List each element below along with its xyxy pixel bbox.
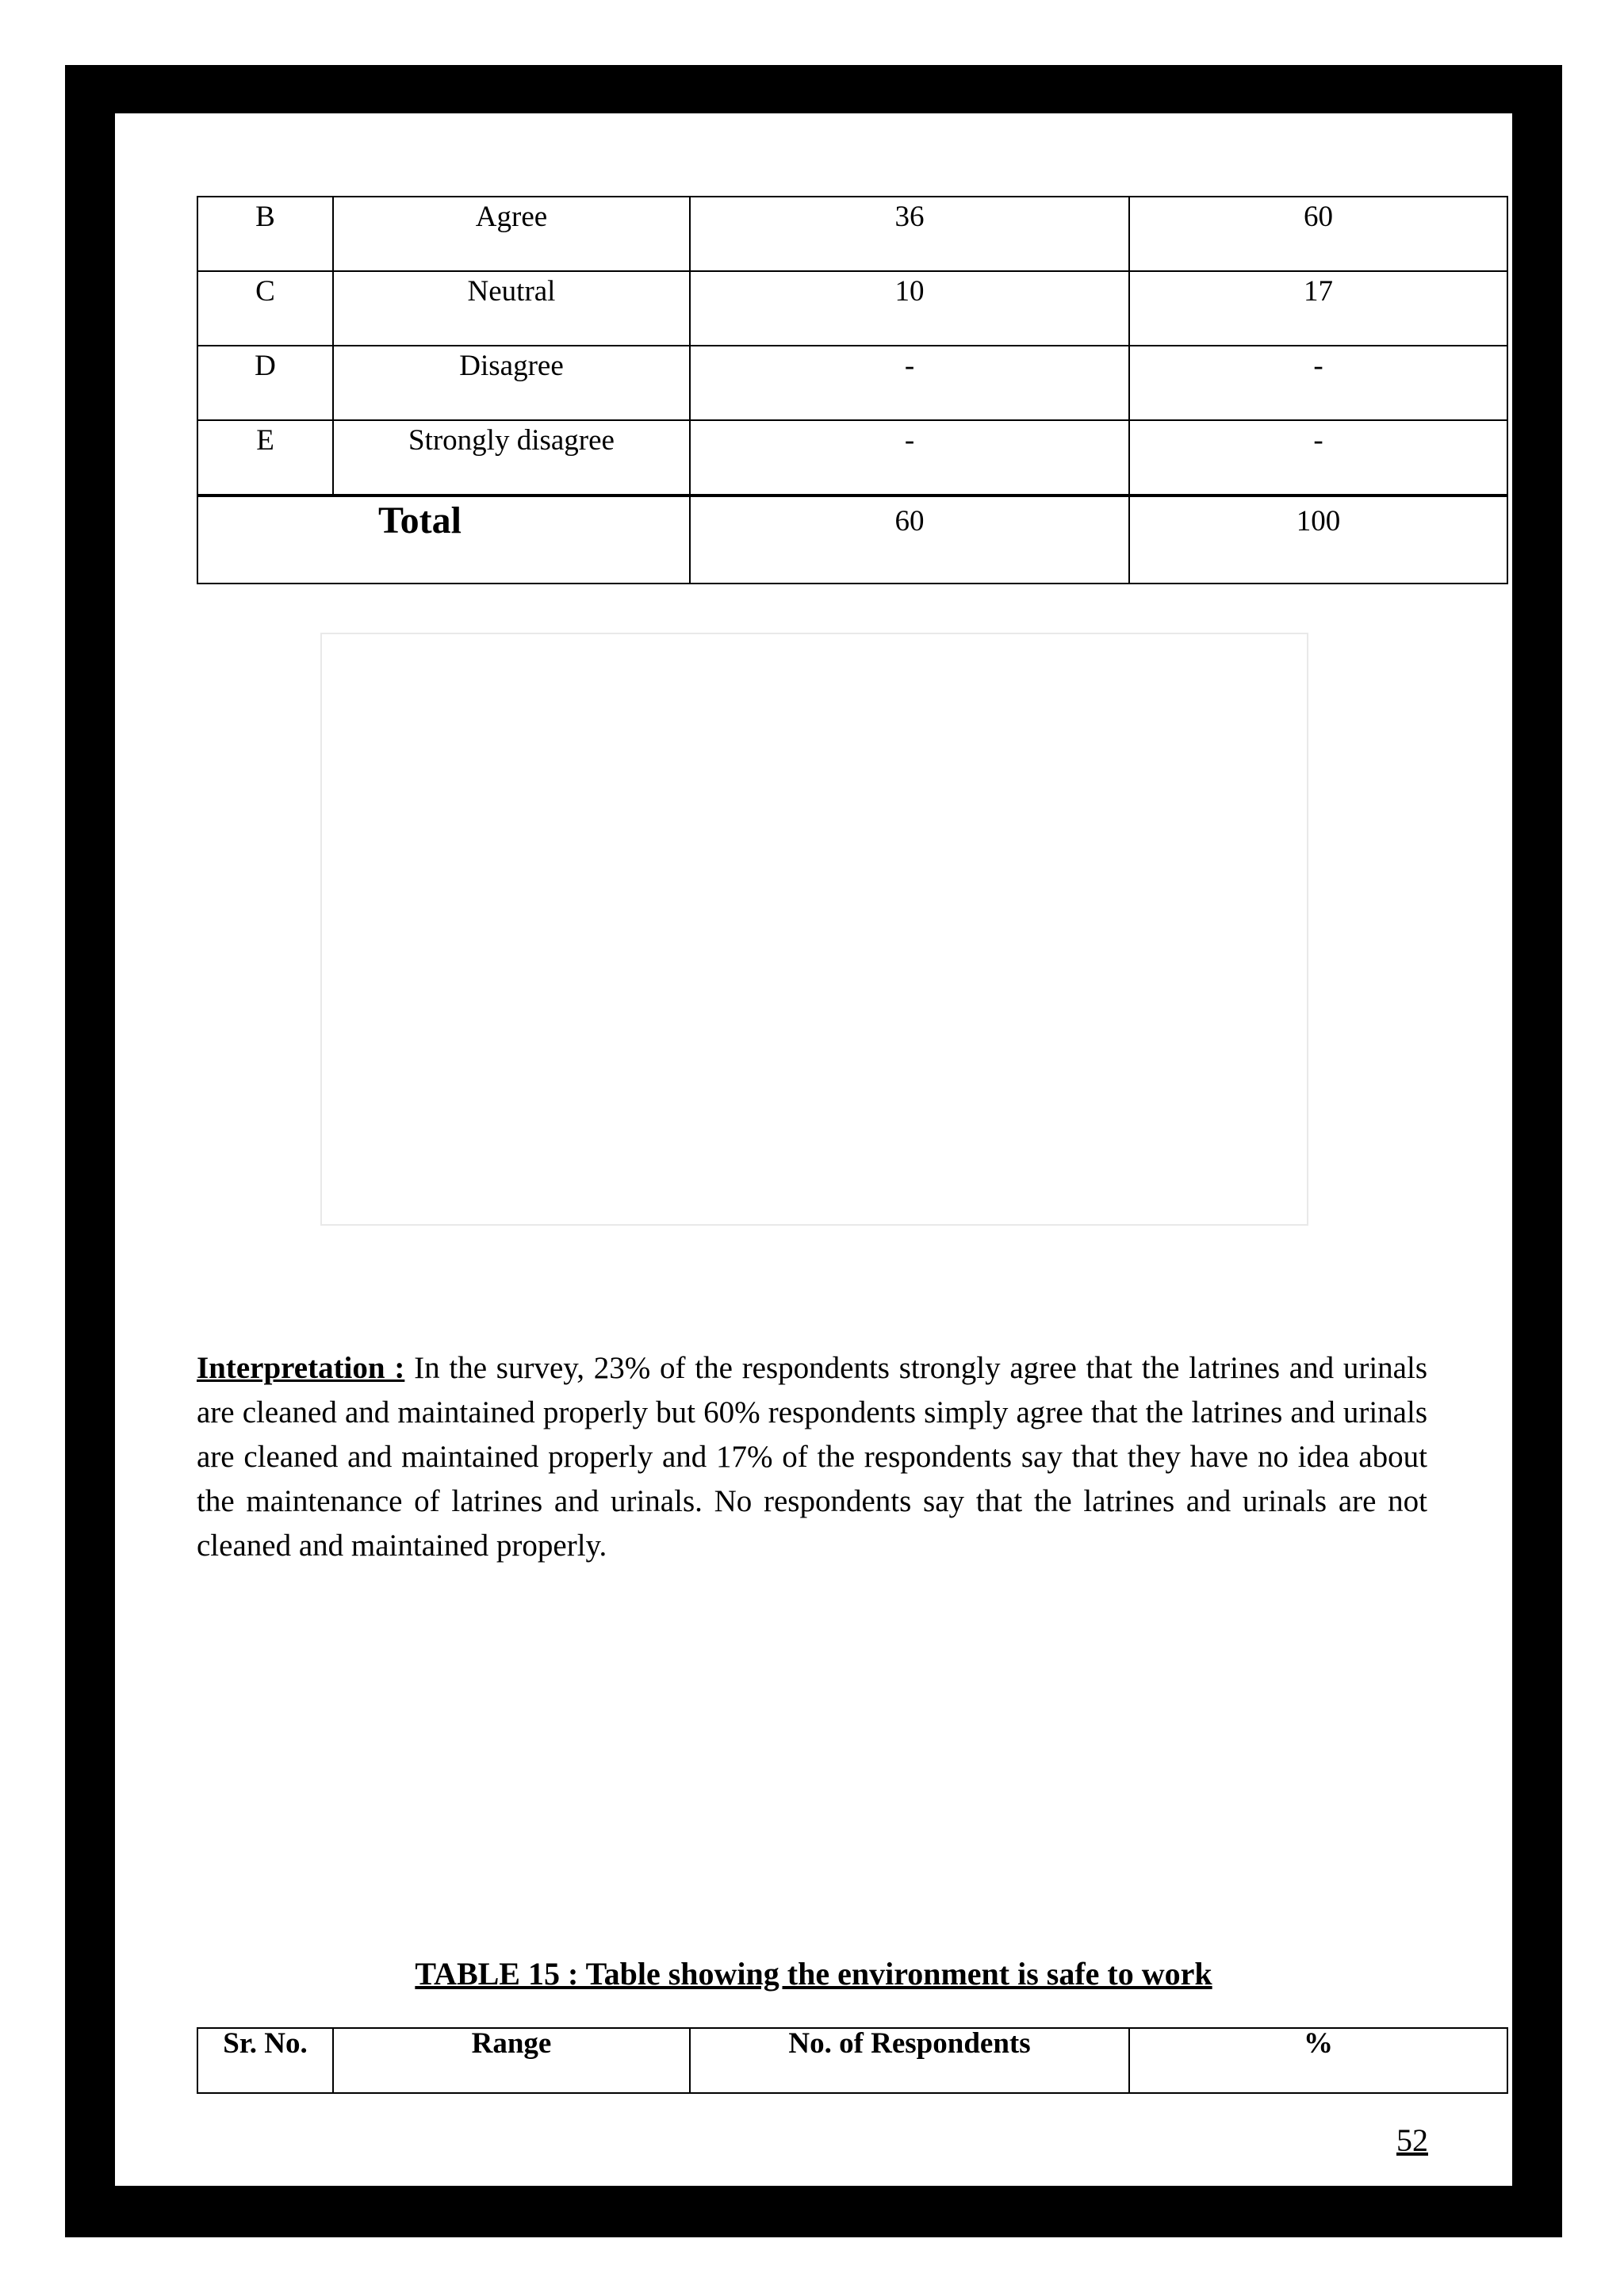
respondents-cell: 36 [690, 197, 1129, 271]
table-row [197, 197, 1507, 271]
interpretation-text: In the survey, 23% of the respondents strongly agree that the latrines and urinals are cleaned and maintained properly but 60% respondents simply agree that the latrines and urinals are cleaned and maintained properly and 17% of the respondents say that they have no idea about the maintenance of latrines and urinals. No respondents say that the latrines and urinals are not cleaned and maintained properly. [197, 1351, 1428, 1563]
percent-cell: - [1129, 420, 1507, 496]
chart-image-area [320, 633, 1308, 1226]
respondents-cell: 10 [690, 271, 1129, 346]
range-cell: Agree [333, 197, 690, 271]
header-percent: % [1129, 2028, 1507, 2093]
range-cell: Disagree [333, 346, 690, 420]
respondents-cell: - [690, 420, 1129, 496]
total-label: Total [197, 496, 690, 584]
respondents-cell: - [690, 346, 1129, 420]
percent-cell: - [1129, 346, 1507, 420]
interpretation-label: Interpretation : [197, 1351, 405, 1385]
table-15-title: TABLE 15 : Table showing the environment is safe to work [415, 1956, 1212, 1992]
table-row [197, 346, 1507, 420]
total-respondents-cell: 60 [690, 496, 1129, 584]
table-row [197, 420, 1507, 496]
sr-no-cell: B [197, 197, 333, 271]
table-15 [197, 2027, 1508, 2094]
sr-no-cell: E [197, 420, 333, 496]
interpretation-paragraph [197, 1346, 1427, 1568]
total-row [197, 496, 1507, 584]
total-percent-cell: 100 [1129, 496, 1507, 584]
table-row [197, 271, 1507, 346]
range-cell: Neutral [333, 271, 690, 346]
header-sr-no: Sr. No. [197, 2028, 333, 2093]
percent-cell: 60 [1129, 197, 1507, 271]
sr-no-cell: C [197, 271, 333, 346]
survey-results-table [197, 196, 1508, 584]
sr-no-cell: D [197, 346, 333, 420]
header-respondents: No. of Respondents [690, 2028, 1129, 2093]
range-cell: Strongly disagree [333, 420, 690, 496]
percent-cell: 17 [1129, 271, 1507, 346]
header-range: Range [333, 2028, 690, 2093]
table-header-row [197, 2028, 1507, 2093]
page-number: 52 [1396, 2122, 1428, 2158]
